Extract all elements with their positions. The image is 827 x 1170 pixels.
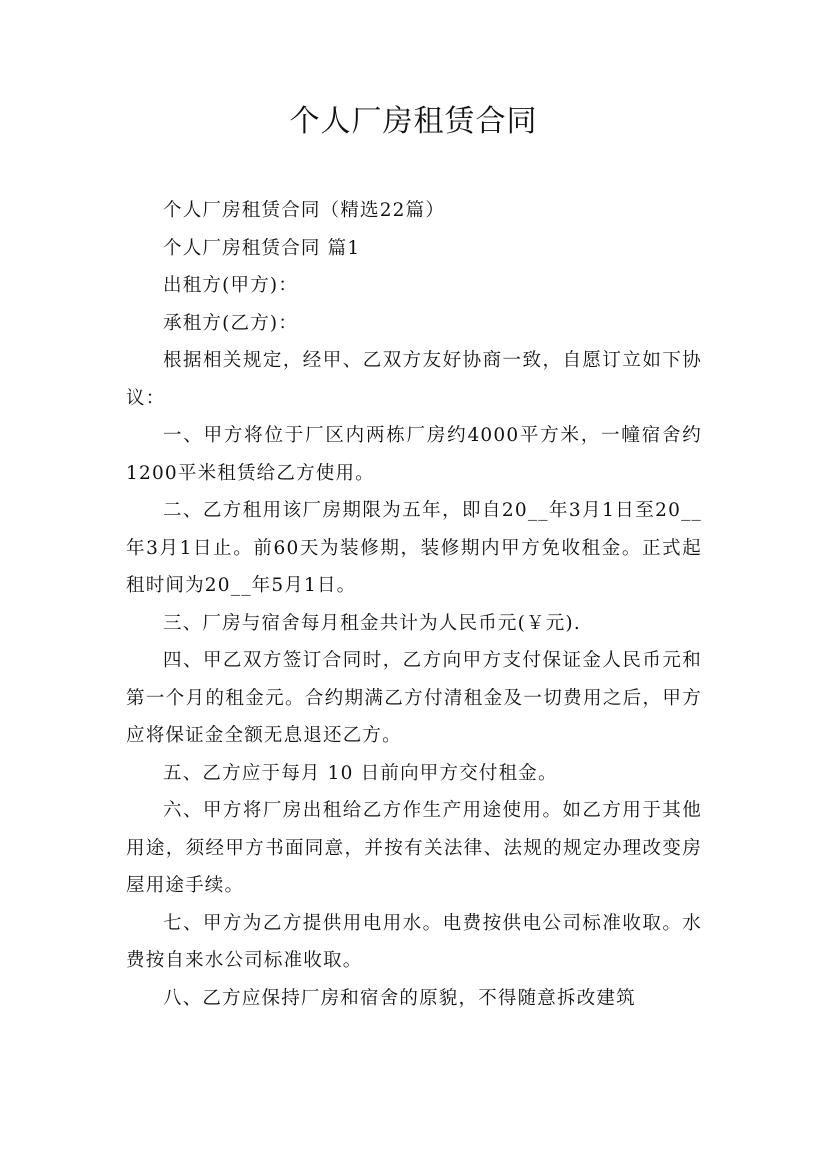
document-body (126, 192, 702, 1017)
paragraph-clause-6: 六、甲方将厂房出租给乙方作生产用途使用。如乙方用于其他用途，须经甲方书面同意，并按有关法律、法规的规定办理改变房屋用途手续。 (126, 800, 702, 896)
paragraph-lessee: 承租方(乙方)： (163, 312, 299, 334)
paragraph-clause-3: 三、厂房与宿舍每月租金共计为人民币元(￥元). (163, 612, 581, 634)
paragraph-clause-8: 八、乙方应保持厂房和宿舍的原貌，不得随意拆改建筑 (163, 987, 636, 1009)
paragraph-clause-2: 二、乙方租用该厂房期限为五年，即自20__年3月1日至20__年3月1日止。前60天为装修期，装修期内甲方免收租金。正式起租时间为20__年5月1日。 (126, 500, 702, 596)
paragraph-subtitle: 个人厂房租赁合同（精选22篇） (163, 200, 446, 221)
paragraph-clause-5: 五、乙方应于每月 10 日前向甲方交付租金。 (163, 762, 558, 784)
paragraph-section-heading: 个人厂房租赁合同 篇1 (163, 237, 361, 259)
paragraph-preamble: 根据相关规定，经甲、乙双方友好协商一致，自愿订立如下协议： (126, 350, 702, 409)
document-title: 个人厂房租赁合同 (289, 104, 538, 139)
paragraph-clause-4: 四、甲乙双方签订合同时，乙方向甲方支付保证金人民币元和第一个月的租金元。合约期满乙方付清租金及一切费用之后，甲方应将保证金全额无息退还乙方。 (126, 650, 702, 746)
paragraph-clause-7: 七、甲方为乙方提供用电用水。电费按供电公司标准收取。水费按自来水公司标准收取。 (126, 912, 702, 971)
paragraph-clause-1: 一、甲方将位于厂区内两栋厂房约4000平方米，一幢宿舍约1200平米租赁给乙方使用。 (126, 425, 702, 484)
paragraph-lessor: 出租方(甲方)： (163, 275, 299, 296)
